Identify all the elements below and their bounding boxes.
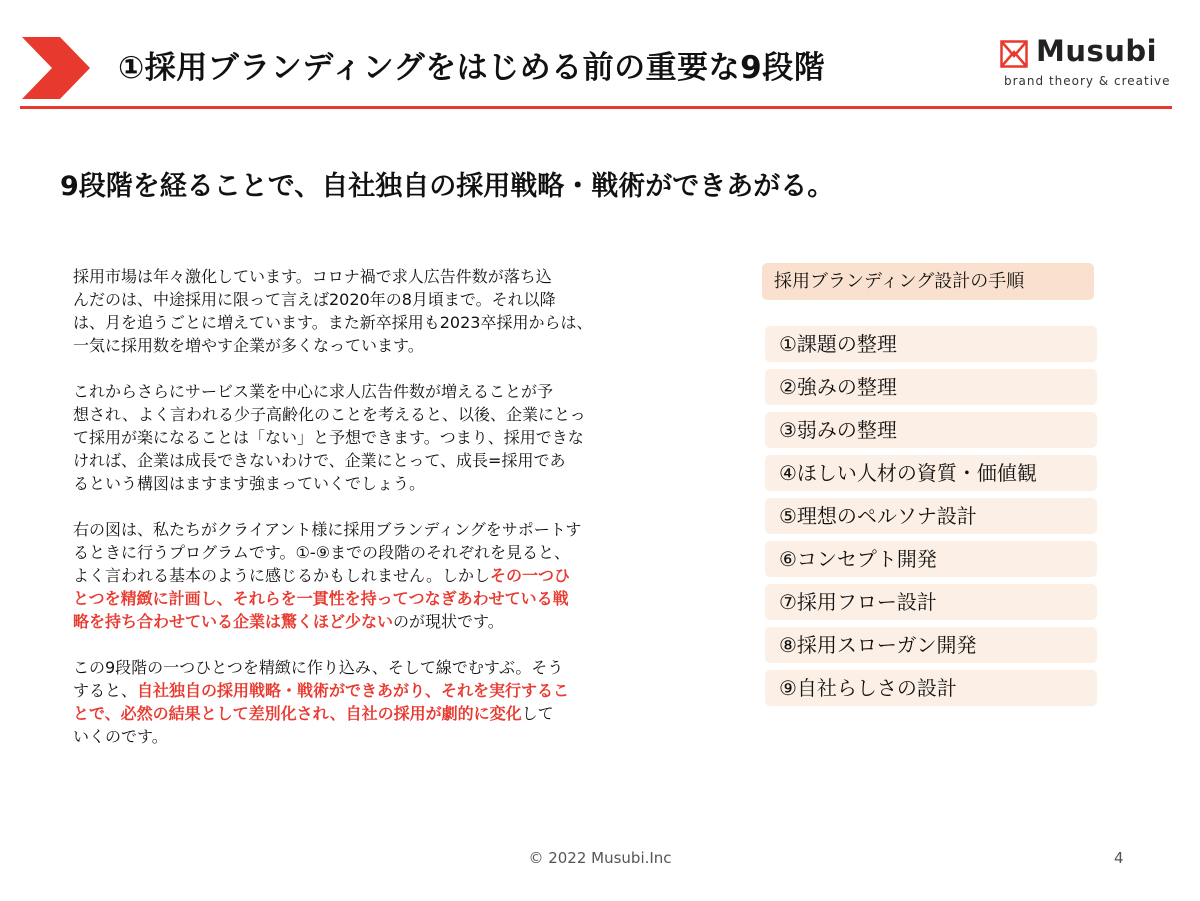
text-line <box>73 610 658 633</box>
body-text <box>73 265 658 771</box>
step-2: ②強みの整理 <box>765 369 1097 405</box>
step-4: ④ほしい人材の資質・価値観 <box>765 455 1097 491</box>
text-line: 想され、よく言われる少子高齢化のことを考えると、以後、企業にとっ <box>73 405 586 424</box>
subtitle: 9段階を経ることで、自社独自の採用戦略・戦術ができあがる。 <box>60 171 835 202</box>
text-line: るときに行うプログラムです。①-⑨までの段階のそれぞれを見ると、 <box>73 543 571 562</box>
copyright: © 2022 Musubi.Inc <box>528 849 672 867</box>
paragraph-2 <box>73 380 658 495</box>
step-5: ⑤理想のペルソナ設計 <box>765 498 1097 534</box>
highlight-text: とで、必然の結果として差別化され、自社の採用が劇的に変化 <box>73 704 522 723</box>
page-number: 4 <box>1114 849 1124 867</box>
step-9: ⑨自社らしさの設計 <box>765 670 1097 706</box>
text-line: 採用市場は年々激化しています。コロナ禍で求人広告件数が落ち込 <box>73 267 552 286</box>
musubi-logo-mark-icon <box>1000 40 1028 68</box>
logo-tagline: brand theory & creative <box>1004 74 1171 88</box>
highlight-text: その一つひ <box>489 566 570 585</box>
text-line: いくのです。 <box>73 727 168 746</box>
chevron-arrow-icon <box>22 37 90 99</box>
text-line <box>73 564 658 587</box>
paragraph-4 <box>73 656 658 748</box>
steps-panel-header: 採用ブランディング設計の手順 <box>762 263 1094 300</box>
highlight-text: 自社独自の採用戦略・戦術ができあがり、それを実行するこ <box>137 681 570 700</box>
text-segment: して <box>521 704 554 723</box>
page-title: ①採用ブランディングをはじめる前の重要な9段階 <box>118 50 826 86</box>
text-line: て採用が楽になることは「ない」と予想できます。つまり、採用できな <box>73 428 584 447</box>
text-line <box>73 702 658 725</box>
text-segment: すると、 <box>73 681 138 700</box>
text-segment: のが現状です。 <box>393 612 504 631</box>
text-line: これからさらにサービス業を中心に求人広告件数が増えることが予 <box>73 382 554 401</box>
text-line: 右の図は、私たちがクライアント様に採用ブランディングをサポートす <box>73 520 582 539</box>
text-line: んだのは、中途採用に限って言えば2020年の8月頃まで。それ以降 <box>73 290 556 309</box>
step-8: ⑧採用スローガン開発 <box>765 627 1097 663</box>
step-1: ①課題の整理 <box>765 326 1097 362</box>
logo-name: Musubi <box>1036 34 1158 68</box>
text-line: 一気に採用数を増やす企業が多くなっています。 <box>73 336 424 355</box>
step-6: ⑥コンセプト開発 <box>765 541 1097 577</box>
text-line: は、月を追うごとに増えています。また新卒採用も2023卒採用からは、 <box>73 313 593 332</box>
step-3: ③弱みの整理 <box>765 412 1097 448</box>
text-line <box>73 679 658 702</box>
text-line: この9段階の一つひとつを精緻に作り込み、そして線でむすぶ。そう <box>73 658 564 677</box>
step-7: ⑦採用フロー設計 <box>765 584 1097 620</box>
text-line: ければ、企業は成長できないわけで、企業にとって、成長=採用であ <box>73 451 566 470</box>
company-logo <box>1000 36 1175 92</box>
steps-list <box>765 326 1097 713</box>
paragraph-1 <box>73 265 658 357</box>
text-segment: よく言われる基本のように感じるかもしれません。しかし <box>73 566 490 585</box>
text-line: るという構図はますます強まっていくでしょう。 <box>73 474 426 493</box>
paragraph-3 <box>73 518 658 633</box>
highlight-text: 略を持ち合わせている企業は驚くほど少ない <box>73 612 394 631</box>
highlight-text: とつを精緻に計画し、それらを一貫性を持ってつなぎあわせている戦 <box>73 589 569 608</box>
header-divider <box>20 106 1172 109</box>
